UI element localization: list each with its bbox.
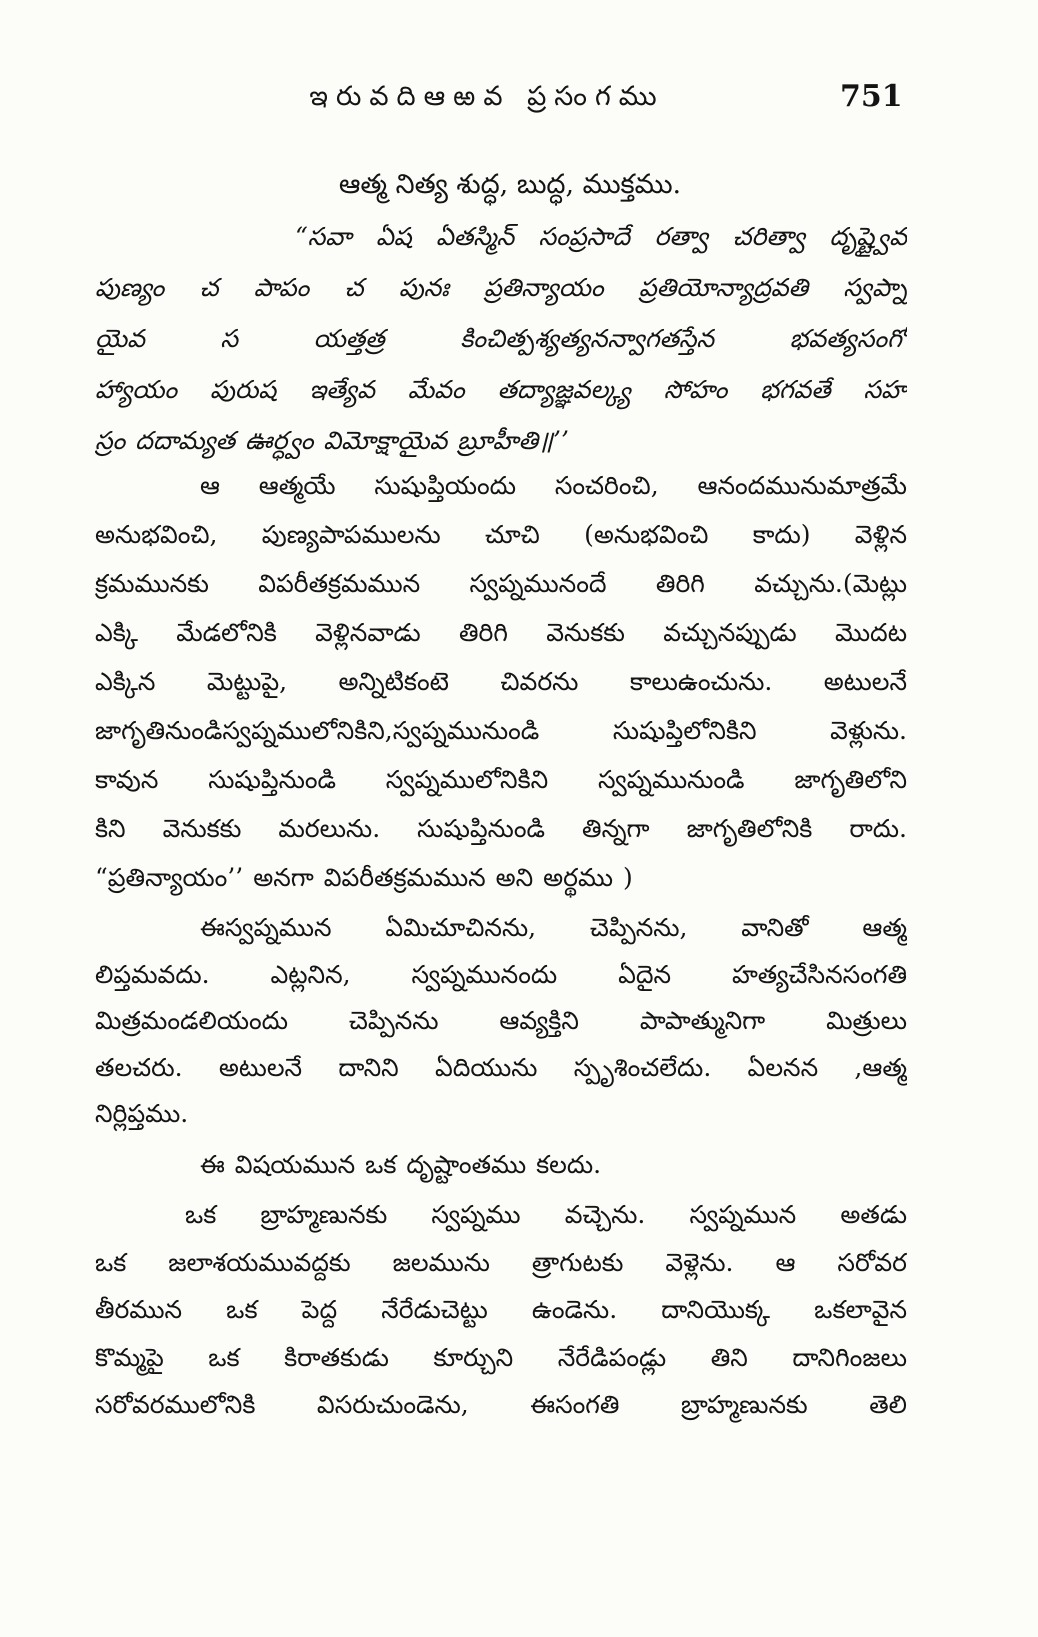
quote-line: “సవా ఏష ఏతస్మిన్ సంప్రసాదే రత్వా చరిత్వా దృష్ట్వైవ — [295, 222, 907, 251]
quote-line: హ్యాయం పురుష ఇత్యేవ మేవం తద్యాజ్ఞవల్క్య సోహం భగవతే సహ — [95, 375, 907, 404]
section-heading: ఆత్మ నిత్య శుద్ధ, బుద్ధ, ముక్తము. — [338, 169, 682, 200]
quote-line: పుణ్యం చ పాపం చ పునః ప్రతిన్యాయం ప్రతియోన్యాద్రవతి స్వప్నా — [95, 273, 907, 302]
paragraph-line: ఒక జలాశయమువద్దకు జలమును త్రాగుటకు వెళ్లెను. ఆ సరోవర — [95, 1247, 907, 1277]
paragraph-line: ఎక్కిన మెట్టుపై, అన్నిటికంటె చివరను కాలుఉంచును. అటులనే — [95, 667, 907, 696]
chapter-title: ఇరువదిఆఱవ ప్రసంగము — [309, 81, 665, 112]
paragraph — [95, 1141, 907, 1189]
paragraph-line: ఆ ఆత్మయే సుషుప్తియందు సంచరించి, ఆనందమునుమాత్రమే — [200, 471, 907, 500]
paragraph-line: “ప్రతిన్యాయం’’ అనగా విపరీతక్రమమున అని అర్థము ) — [95, 863, 633, 892]
paragraph-line: కొమ్మపై ఒక కిరాతకుడు కూర్చుని నేరేడిపండ్లు తిని దానిగింజలు — [95, 1342, 907, 1372]
paragraph-line: ఈస్వప్నమున ఏమిచూచినను, చెప్పినను, వానితో ఆత్మ — [200, 913, 907, 942]
paragraph-line: క్రమమునకు విపరీతక్రమమున స్వప్నమునందే తిరిగి వచ్చును.(మెట్లు — [95, 569, 907, 598]
paragraph — [95, 905, 907, 1138]
quote-line: స్రం దదామ్యత ఊర్ధ్వం విమోక్షాయైవ బ్రూహీతి॥’’ — [95, 426, 569, 455]
paragraph-line: సరోవరములోనికి విసరుచుండెను, ఈసంగతి బ్రాహ్మణునకు తెలి — [95, 1390, 907, 1419]
paragraph-line: జాగృతినుండిస్వప్నములోనికిని,స్వప్నమునుండి సుషుప్తిలోనికిని వెళ్లును. — [95, 716, 907, 745]
paragraph-line: అనుభవించి, పుణ్యపాపములను చూచి (అనుభవించి కాదు) వెళ్లిన — [95, 520, 907, 549]
paragraph-line: తలచరు. అటులనే దానిని ఏదియును స్పృశించలేదు. ఏలనన ,ఆత్మ — [95, 1052, 907, 1082]
running-header — [0, 73, 1038, 121]
paragraph-line: ఒక బ్రాహ్మణునకు స్వప్నము వచ్చెను. స్వప్నమున అతడు — [185, 1200, 907, 1229]
paragraph-line: తీరమున ఒక పెద్ద నేరేడుచెట్టు ఉండెను. దానియొక్క ఒకలావైన — [95, 1295, 907, 1324]
paragraph-line: లిప్తమవదు. ఎట్లనిన, స్వప్నమునందు ఏదైన హత్యచేసినసంగతి — [95, 959, 907, 989]
paragraph-line: ఈ విషయమున ఒక దృష్టాంతము కలదు. — [200, 1150, 602, 1179]
paragraph — [95, 1191, 907, 1429]
quote-line: యైవ స యత్తత్ర కించిత్పశ్యత్యనన్వాగతస్తేన భవత్యసంగో — [95, 324, 907, 353]
sanskrit-quote — [95, 211, 907, 466]
paragraph-line: కిని వెనుకకు మరలును. సుషుప్తినుండి తిన్నగా జాగృతిలోనికి రాదు. — [95, 814, 907, 843]
paragraph — [95, 461, 907, 902]
paragraph-line: మిత్రమండలియందు చెప్పినను ఆవ్యక్తిని పాపాత్మునిగా మిత్రులు — [95, 1006, 907, 1035]
paragraph-line: ఎక్కి మేడలోనికి వెళ్లినవాడు తిరిగి వెనుకకు వచ్చునప్పుడు మొదట — [95, 618, 907, 647]
page-number: 751 — [840, 79, 903, 114]
paragraph-line: నిర్లిప్తము. — [95, 1099, 189, 1128]
paragraph-line: కావున సుషుప్తినుండి స్వప్నములోనికిని స్వప్నమునుండి జాగృతిలోని — [95, 765, 907, 794]
